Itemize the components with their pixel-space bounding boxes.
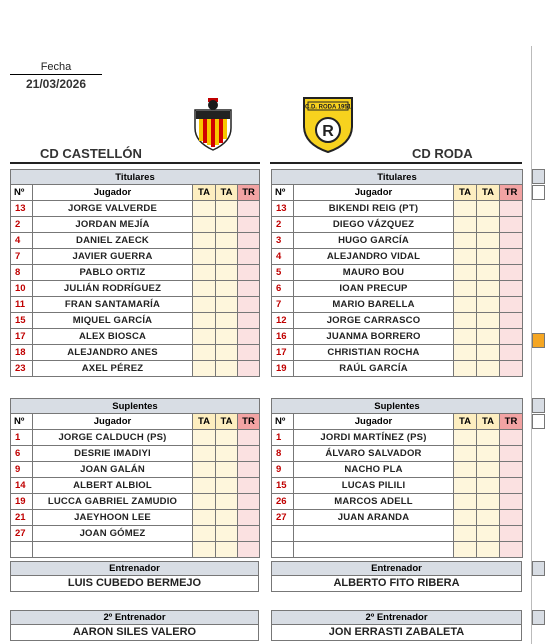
red-card-cell <box>500 494 523 510</box>
col-ta: TA <box>216 414 238 430</box>
red-card-cell <box>238 446 260 462</box>
player-row <box>11 281 260 297</box>
cd-roda-crest-icon <box>302 96 354 154</box>
yellow-card-cell <box>216 361 238 377</box>
col-tr: TR <box>238 414 260 430</box>
player-name <box>33 542 193 558</box>
player-number: 4 <box>11 233 33 249</box>
player-name: FRAN SANTAMARÍA <box>33 297 193 313</box>
red-card-cell <box>238 265 260 281</box>
yellow-card-cell <box>477 345 500 361</box>
col-player: Jugador <box>294 185 454 201</box>
player-row <box>11 494 260 510</box>
home-subs-table <box>10 398 260 558</box>
col-ta: TA <box>216 185 238 201</box>
away-team-name: CD RODA <box>412 146 473 161</box>
edge-cell <box>532 185 545 200</box>
player-number: 7 <box>272 297 294 313</box>
col-ta: TA <box>477 414 500 430</box>
player-number: 13 <box>272 201 294 217</box>
player-name: JORGE VALVERDE <box>33 201 193 217</box>
player-number: 2 <box>272 217 294 233</box>
player-name: ALEJANDRO ANES <box>33 345 193 361</box>
yellow-card-cell <box>454 430 477 446</box>
red-card-cell <box>238 510 260 526</box>
yellow-card-cell <box>193 478 216 494</box>
edge-cell <box>532 561 545 576</box>
player-name: ÁLVARO SALVADOR <box>294 446 454 462</box>
player-number: 17 <box>272 345 294 361</box>
yellow-card-cell <box>477 478 500 494</box>
player-row <box>272 281 523 297</box>
yellow-card-cell <box>216 446 238 462</box>
player-number: 1 <box>11 430 33 446</box>
yellow-card-cell <box>477 201 500 217</box>
red-card-cell <box>238 297 260 313</box>
player-row <box>272 217 523 233</box>
red-card-cell <box>238 249 260 265</box>
yellow-card-cell <box>216 329 238 345</box>
yellow-card-cell <box>216 201 238 217</box>
red-card-cell <box>238 233 260 249</box>
red-card-cell <box>238 201 260 217</box>
red-card-cell <box>238 430 260 446</box>
yellow-card-cell <box>477 313 500 329</box>
player-row <box>272 542 523 558</box>
player-number: 21 <box>11 510 33 526</box>
player-number: 8 <box>272 446 294 462</box>
yellow-card-cell <box>454 281 477 297</box>
player-number: 15 <box>272 478 294 494</box>
yellow-card-cell <box>477 265 500 281</box>
col-ta: TA <box>477 185 500 201</box>
player-number: 5 <box>272 265 294 281</box>
player-number: 9 <box>272 462 294 478</box>
yellow-card-cell <box>193 526 216 542</box>
home-team-underline <box>10 162 260 164</box>
player-row <box>272 526 523 542</box>
col-ta: TA <box>193 414 216 430</box>
home-assistant-name: AARON SILES VALERO <box>10 625 259 641</box>
yellow-card-cell <box>454 462 477 478</box>
player-name: JUANMA BORRERO <box>294 329 454 345</box>
player-row <box>272 201 523 217</box>
yellow-card-cell <box>193 281 216 297</box>
player-number <box>272 542 294 558</box>
yellow-card-cell <box>454 494 477 510</box>
player-name: JORGE CALDUCH (PS) <box>33 430 193 446</box>
roda-crest-letter: R <box>322 123 334 140</box>
player-number: 15 <box>11 313 33 329</box>
yellow-card-cell <box>216 510 238 526</box>
red-card-cell <box>238 313 260 329</box>
player-row <box>11 201 260 217</box>
player-row <box>11 542 260 558</box>
red-card-cell <box>500 217 523 233</box>
red-card-cell <box>238 462 260 478</box>
yellow-card-cell <box>193 361 216 377</box>
red-card-cell <box>500 430 523 446</box>
player-name: MAURO BOU <box>294 265 454 281</box>
col-number: Nº <box>272 185 294 201</box>
player-row <box>272 510 523 526</box>
yellow-card-cell <box>193 233 216 249</box>
col-tr: TR <box>500 185 523 201</box>
yellow-card-cell <box>454 313 477 329</box>
yellow-card-cell <box>454 249 477 265</box>
roda-crest-text: C.D. RODA 1951 <box>304 104 352 111</box>
player-name: ALEX BIOSCA <box>33 329 193 345</box>
away-starters-table <box>271 169 523 377</box>
col-ta: TA <box>454 414 477 430</box>
col-ta: TA <box>193 185 216 201</box>
player-number: 2 <box>11 217 33 233</box>
yellow-card-cell <box>454 217 477 233</box>
player-number: 11 <box>11 297 33 313</box>
player-number: 8 <box>11 265 33 281</box>
yellow-card-cell <box>216 478 238 494</box>
yellow-card-cell <box>477 542 500 558</box>
away-assistant-name: JON ERRASTI ZABALETA <box>271 625 522 641</box>
yellow-card-cell <box>477 217 500 233</box>
player-number: 14 <box>11 478 33 494</box>
yellow-card-cell <box>193 265 216 281</box>
player-row <box>272 297 523 313</box>
yellow-card-cell <box>454 446 477 462</box>
col-tr: TR <box>500 414 523 430</box>
yellow-card-cell <box>193 510 216 526</box>
player-number <box>272 526 294 542</box>
player-number: 13 <box>11 201 33 217</box>
yellow-card-cell <box>193 201 216 217</box>
player-row <box>272 345 523 361</box>
player-number <box>11 542 33 558</box>
red-card-cell <box>500 233 523 249</box>
edge-cell-accent <box>532 333 545 348</box>
yellow-card-cell <box>477 297 500 313</box>
player-name: MIQUEL GARCÍA <box>33 313 193 329</box>
yellow-card-cell <box>216 430 238 446</box>
player-name: AXEL PÉREZ <box>33 361 193 377</box>
player-name: HUGO GARCÍA <box>294 233 454 249</box>
player-number: 18 <box>11 345 33 361</box>
yellow-card-cell <box>477 526 500 542</box>
yellow-card-cell <box>216 281 238 297</box>
yellow-card-cell <box>193 494 216 510</box>
yellow-card-cell <box>193 313 216 329</box>
yellow-card-cell <box>216 526 238 542</box>
yellow-card-cell <box>454 526 477 542</box>
yellow-card-cell <box>477 462 500 478</box>
player-row <box>272 233 523 249</box>
red-card-cell <box>238 494 260 510</box>
player-row <box>11 217 260 233</box>
red-card-cell <box>238 478 260 494</box>
yellow-card-cell <box>454 345 477 361</box>
player-row <box>272 329 523 345</box>
away-coach-title: Entrenador <box>271 561 522 576</box>
player-name: IOAN PRECUP <box>294 281 454 297</box>
yellow-card-cell <box>477 430 500 446</box>
yellow-card-cell <box>454 478 477 494</box>
player-number: 12 <box>272 313 294 329</box>
yellow-card-cell <box>477 281 500 297</box>
red-card-cell <box>500 446 523 462</box>
player-name: BIKENDI REIG (PT) <box>294 201 454 217</box>
red-card-cell <box>238 217 260 233</box>
yellow-card-cell <box>216 233 238 249</box>
player-name: JUAN ARANDA <box>294 510 454 526</box>
yellow-card-cell <box>193 249 216 265</box>
col-number: Nº <box>11 414 33 430</box>
col-number: Nº <box>272 414 294 430</box>
player-number: 4 <box>272 249 294 265</box>
date-divider <box>10 74 102 75</box>
col-player: Jugador <box>33 185 193 201</box>
col-ta: TA <box>454 185 477 201</box>
player-row <box>272 430 523 446</box>
player-row <box>272 478 523 494</box>
yellow-card-cell <box>216 494 238 510</box>
col-tr: TR <box>238 185 260 201</box>
player-row <box>272 446 523 462</box>
home-starters-title: Titulares <box>11 170 260 185</box>
yellow-card-cell <box>454 265 477 281</box>
player-number: 17 <box>11 329 33 345</box>
home-subs-title: Suplentes <box>11 399 260 414</box>
yellow-card-cell <box>193 217 216 233</box>
edge-cell <box>532 610 545 625</box>
player-name: JAVIER GUERRA <box>33 249 193 265</box>
red-card-cell <box>500 361 523 377</box>
home-team-name: CD CASTELLÓN <box>40 146 142 161</box>
player-row <box>11 329 260 345</box>
red-card-cell <box>500 297 523 313</box>
red-card-cell <box>500 265 523 281</box>
yellow-card-cell <box>477 329 500 345</box>
away-starters-title: Titulares <box>272 170 523 185</box>
yellow-card-cell <box>454 201 477 217</box>
player-number: 7 <box>11 249 33 265</box>
player-row <box>11 233 260 249</box>
player-name: JORDAN MEJÍA <box>33 217 193 233</box>
red-card-cell <box>500 249 523 265</box>
yellow-card-cell <box>216 297 238 313</box>
red-card-cell <box>238 526 260 542</box>
player-name: JOAN GALÁN <box>33 462 193 478</box>
yellow-card-cell <box>193 430 216 446</box>
player-number: 9 <box>11 462 33 478</box>
yellow-card-cell <box>193 462 216 478</box>
player-row <box>272 462 523 478</box>
player-row <box>11 526 260 542</box>
player-name: JORDI MARTÍNEZ (PS) <box>294 430 454 446</box>
player-name: JAEYHOON LEE <box>33 510 193 526</box>
player-row <box>11 265 260 281</box>
player-name: JOAN GÓMEZ <box>33 526 193 542</box>
red-card-cell <box>500 201 523 217</box>
player-name: MARCOS ADELL <box>294 494 454 510</box>
yellow-card-cell <box>216 345 238 361</box>
yellow-card-cell <box>216 265 238 281</box>
yellow-card-cell <box>193 446 216 462</box>
yellow-card-cell <box>477 361 500 377</box>
player-name: PABLO ORTIZ <box>33 265 193 281</box>
player-name: LUCAS PILILI <box>294 478 454 494</box>
red-card-cell <box>238 542 260 558</box>
player-row <box>11 462 260 478</box>
yellow-card-cell <box>477 494 500 510</box>
yellow-card-cell <box>454 233 477 249</box>
player-row <box>11 510 260 526</box>
player-number: 3 <box>272 233 294 249</box>
player-number: 23 <box>11 361 33 377</box>
away-coach-name: ALBERTO FITO RIBERA <box>271 576 522 592</box>
player-name <box>294 542 454 558</box>
yellow-card-cell <box>216 217 238 233</box>
player-row <box>11 478 260 494</box>
yellow-card-cell <box>454 297 477 313</box>
yellow-card-cell <box>477 510 500 526</box>
yellow-card-cell <box>193 297 216 313</box>
yellow-card-cell <box>193 345 216 361</box>
player-number: 16 <box>272 329 294 345</box>
player-name: RAÚL GARCÍA <box>294 361 454 377</box>
player-name <box>294 526 454 542</box>
player-name: DESRIE IMADIYI <box>33 446 193 462</box>
away-team-underline <box>270 162 522 164</box>
yellow-card-cell <box>477 233 500 249</box>
player-row <box>11 345 260 361</box>
player-row <box>272 361 523 377</box>
player-number: 6 <box>272 281 294 297</box>
player-name: MARIO BARELLA <box>294 297 454 313</box>
col-player: Jugador <box>294 414 454 430</box>
yellow-card-cell <box>454 329 477 345</box>
home-coach-title: Entrenador <box>10 561 259 576</box>
player-number: 10 <box>11 281 33 297</box>
player-name: ALEJANDRO VIDAL <box>294 249 454 265</box>
red-card-cell <box>500 526 523 542</box>
player-row <box>11 446 260 462</box>
player-row <box>11 249 260 265</box>
col-player: Jugador <box>33 414 193 430</box>
player-row <box>272 265 523 281</box>
red-card-cell <box>500 329 523 345</box>
away-subs-table <box>271 398 523 558</box>
player-name: JULIÁN RODRÍGUEZ <box>33 281 193 297</box>
player-row <box>11 430 260 446</box>
edge-cell <box>532 398 545 413</box>
red-card-cell <box>238 345 260 361</box>
away-subs-title: Suplentes <box>272 399 523 414</box>
player-name: JORGE CARRASCO <box>294 313 454 329</box>
red-card-cell <box>500 510 523 526</box>
player-name: LUCCA GABRIEL ZAMUDIO <box>33 494 193 510</box>
player-name: DIEGO VÁZQUEZ <box>294 217 454 233</box>
cd-castellon-crest-icon <box>191 98 235 152</box>
yellow-card-cell <box>454 542 477 558</box>
red-card-cell <box>238 329 260 345</box>
yellow-card-cell <box>454 510 477 526</box>
yellow-card-cell <box>477 446 500 462</box>
home-assistant-title: 2º Entrenador <box>10 610 259 625</box>
player-row <box>272 249 523 265</box>
yellow-card-cell <box>193 329 216 345</box>
edge-cell <box>532 169 545 184</box>
player-number: 27 <box>272 510 294 526</box>
player-row <box>11 361 260 377</box>
player-number: 27 <box>11 526 33 542</box>
red-card-cell <box>238 361 260 377</box>
red-card-cell <box>500 542 523 558</box>
yellow-card-cell <box>216 313 238 329</box>
date-label: Fecha <box>40 61 72 73</box>
yellow-card-cell <box>216 462 238 478</box>
red-card-cell <box>500 345 523 361</box>
player-row <box>11 313 260 329</box>
away-assistant-title: 2º Entrenador <box>271 610 522 625</box>
player-row <box>272 313 523 329</box>
date-value: 21/03/2026 <box>25 77 87 91</box>
player-name: DANIEL ZAECK <box>33 233 193 249</box>
home-starters-table <box>10 169 260 377</box>
player-name: NACHO PLA <box>294 462 454 478</box>
red-card-cell <box>500 462 523 478</box>
yellow-card-cell <box>193 542 216 558</box>
col-number: Nº <box>11 185 33 201</box>
yellow-card-cell <box>216 249 238 265</box>
player-number: 19 <box>272 361 294 377</box>
player-name: CHRISTIAN ROCHA <box>294 345 454 361</box>
edge-cell <box>532 414 545 429</box>
player-number: 6 <box>11 446 33 462</box>
red-card-cell <box>500 281 523 297</box>
home-coach-name: LUIS CUBEDO BERMEJO <box>10 576 259 592</box>
player-number: 26 <box>272 494 294 510</box>
yellow-card-cell <box>216 542 238 558</box>
red-card-cell <box>500 313 523 329</box>
player-row <box>11 297 260 313</box>
player-name: ALBERT ALBIOL <box>33 478 193 494</box>
yellow-card-cell <box>477 249 500 265</box>
player-number: 1 <box>272 430 294 446</box>
player-row <box>272 494 523 510</box>
red-card-cell <box>238 281 260 297</box>
yellow-card-cell <box>454 361 477 377</box>
player-number: 19 <box>11 494 33 510</box>
red-card-cell <box>500 478 523 494</box>
